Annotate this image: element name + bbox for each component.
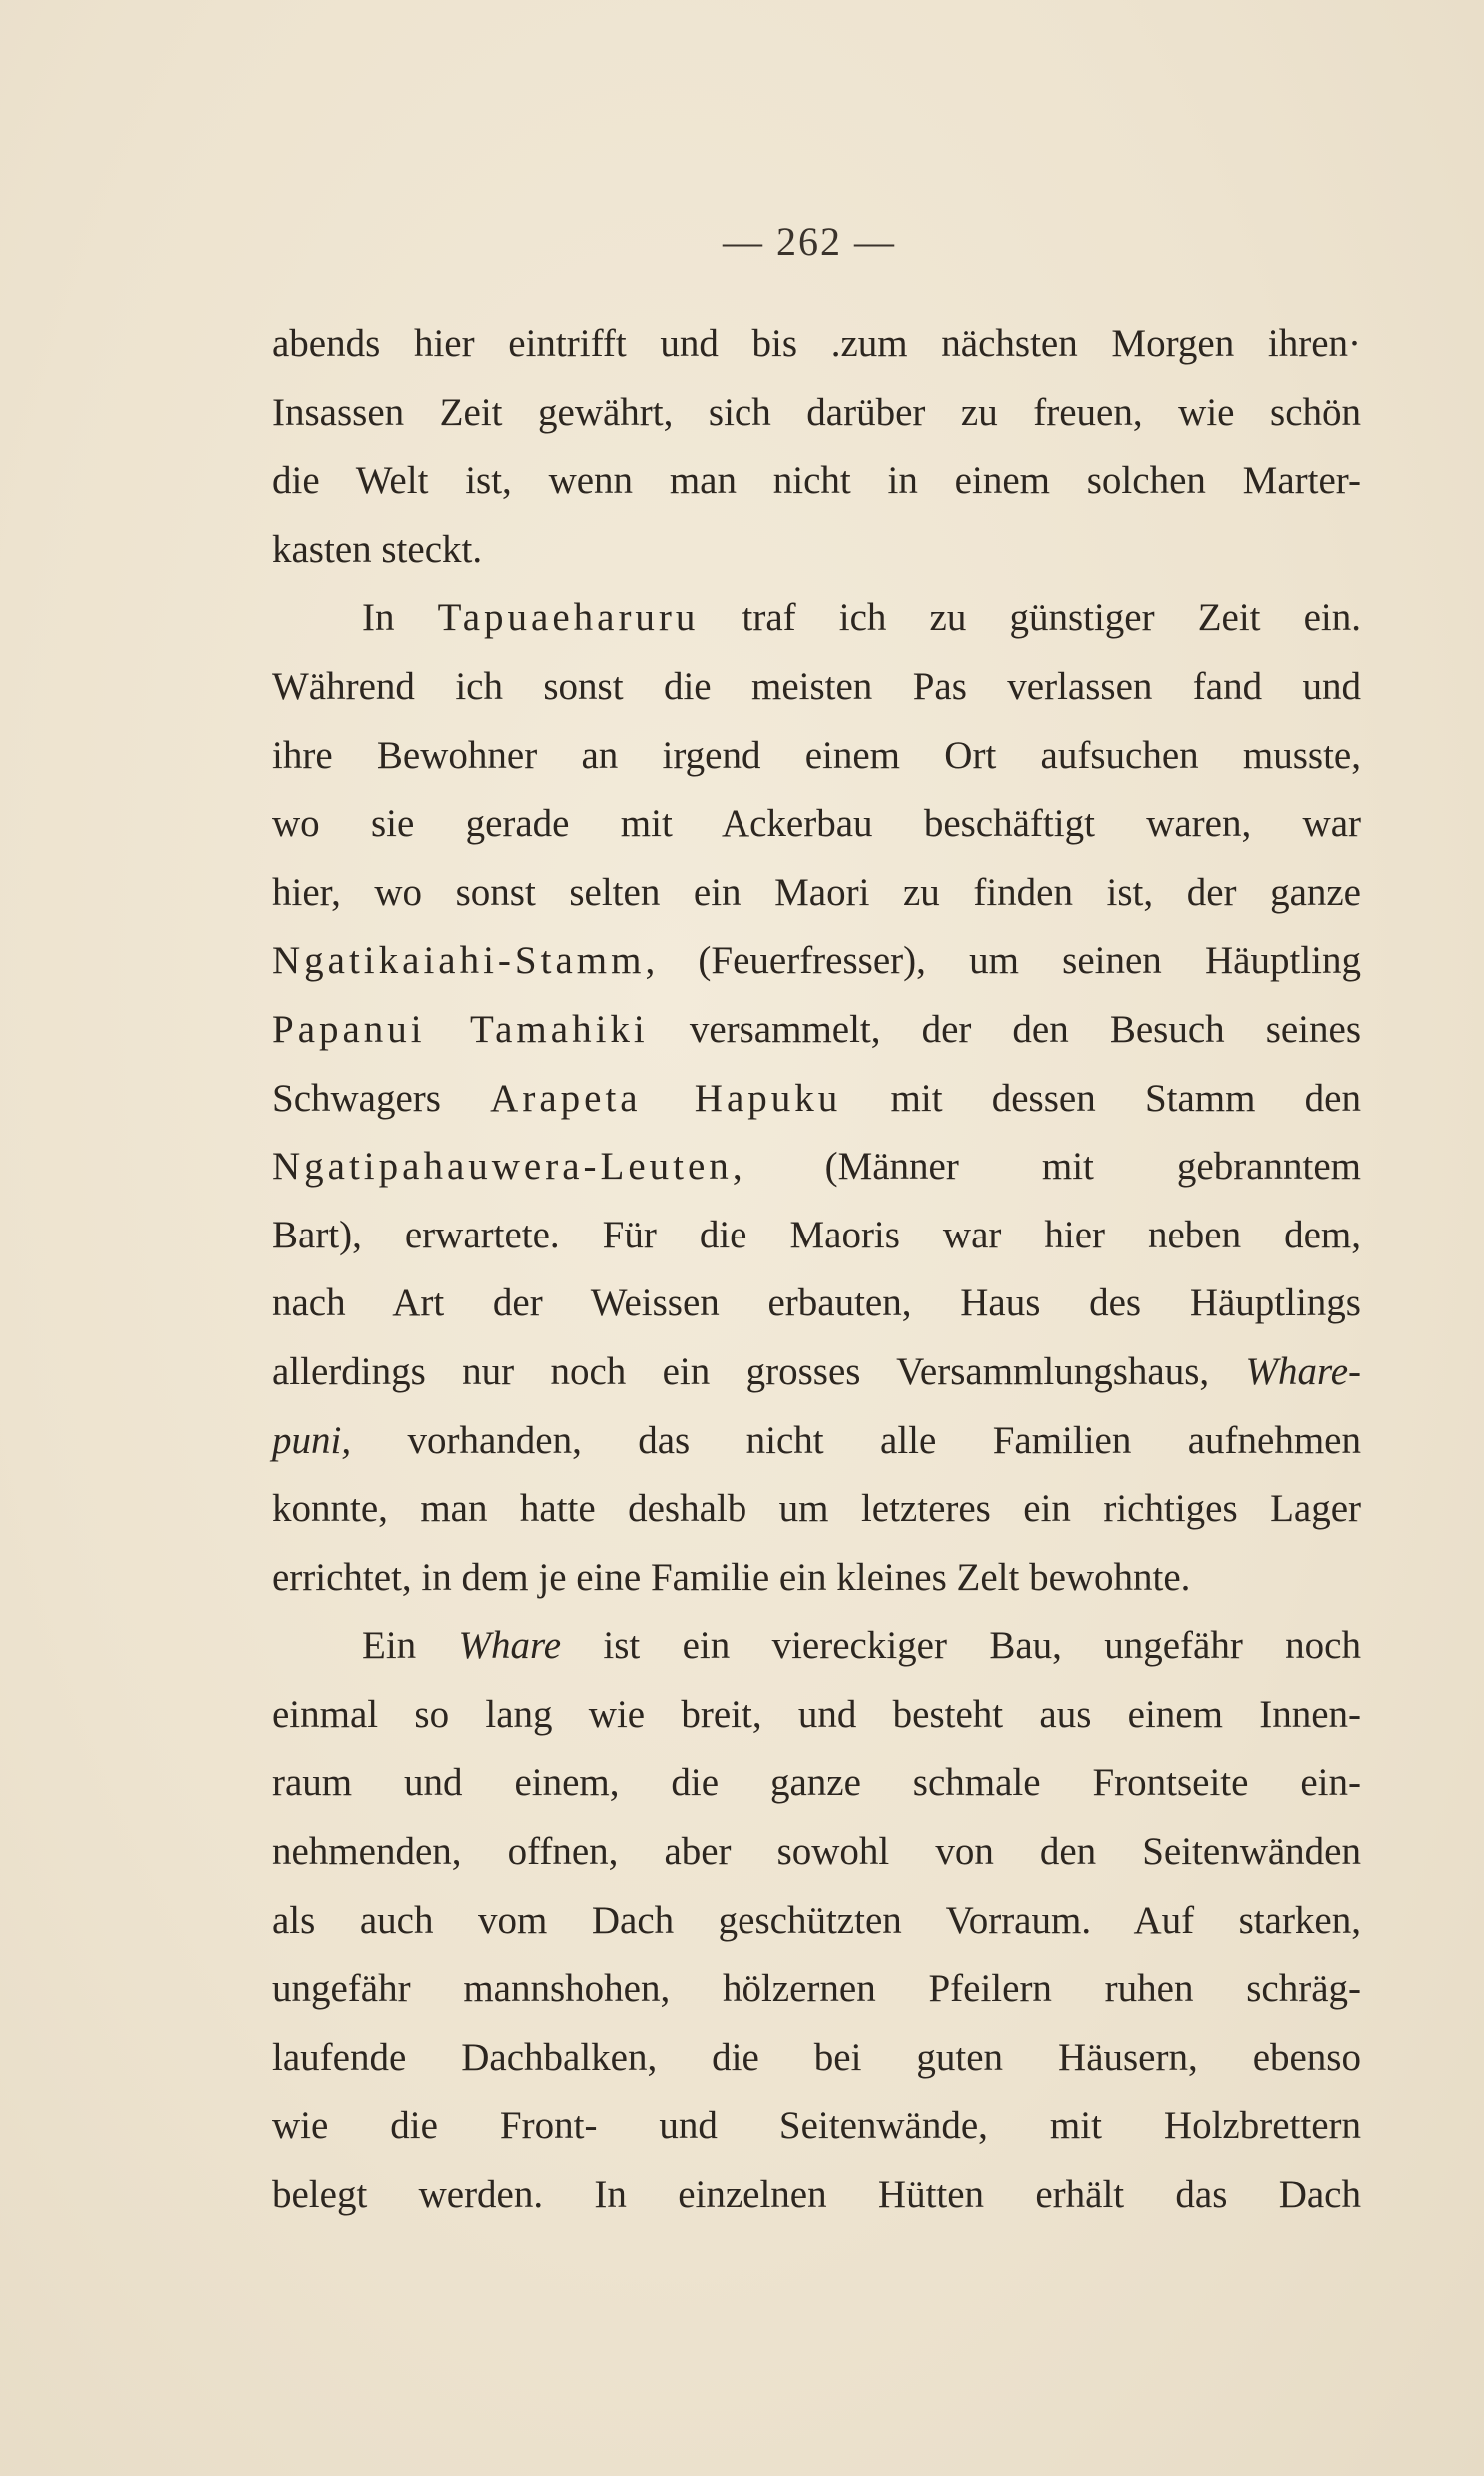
- text-span: nach Art der Weissen erbauten, Haus des Häuptlings: [272, 1281, 1361, 1325]
- text-span: errichtet, in dem je eine Familie ein kleines Zelt bewohnte.: [272, 1555, 1191, 1599]
- text-span: Während ich sonst die meisten Pas verlassen fand und: [272, 664, 1361, 708]
- text-span: Insassen Zeit gewährt, sich darüber zu freuen, wie schön: [272, 390, 1361, 434]
- maori-term: puni,: [272, 1418, 352, 1462]
- text-line: [272, 1338, 1361, 1407]
- text-span: einmal so lang wie breit, und besteht aus einem Innen-: [272, 1692, 1361, 1736]
- text-span: kasten steckt.: [272, 527, 483, 571]
- text-line: [272, 927, 1361, 996]
- text-span: laufende Dachbalken, die bei guten Häusern, ebenso: [272, 2035, 1361, 2079]
- text-span: wo sie gerade mit Ackerbau beschäftigt waren, war: [272, 802, 1361, 846]
- text-line: [272, 1202, 1361, 1270]
- text-span: Schwagers: [272, 1076, 491, 1120]
- text-line: [272, 1955, 1361, 2024]
- maori-term: Whare-: [1245, 1349, 1361, 1393]
- text-span: belegt werden. In einzelnen Hütten erhält das Dach: [272, 2173, 1361, 2217]
- tribe-name: Ngatipahauwera-Leuten: [272, 1145, 733, 1189]
- text-line: [272, 1681, 1361, 1750]
- text-line: [272, 722, 1361, 791]
- text-line: [272, 1269, 1361, 1338]
- text-line: [272, 2092, 1361, 2161]
- text-span: traf ich zu günstiger Zeit ein.: [699, 596, 1362, 640]
- text-span: versammelt, der den Besuch seines: [648, 1007, 1362, 1051]
- text-line: [272, 653, 1361, 722]
- text-span: vorhanden, das nicht alle Familien aufnehmen: [351, 1418, 1361, 1462]
- text-span: allerdings nur noch ein grosses Versammlungshaus,: [272, 1349, 1246, 1393]
- text-line: [272, 310, 1361, 379]
- text-span: ungefähr mannshohen, hölzernen Pfeilern ruhen schräg-: [272, 1967, 1361, 2011]
- text-span: nehmenden, offnen, aber sowohl von den Seitenwänden: [272, 1830, 1361, 1874]
- text-span: hier, wo sonst selten ein Maori zu finden ist, der ganze: [272, 870, 1361, 914]
- text-line: [272, 996, 1361, 1065]
- text-line: [272, 2024, 1361, 2093]
- tribe-name: Ngatikaiahi-Stamm: [272, 939, 646, 983]
- text-span: ist ein viereckiger Bau, ungefähr noch: [561, 1624, 1361, 1668]
- text-line: [272, 584, 1361, 653]
- text-span: , (Feuerfresser), um seinen Häuptling: [645, 939, 1361, 983]
- text-span: , (Männer mit gebranntem: [732, 1145, 1361, 1189]
- text-line: [272, 1475, 1361, 1544]
- text-line: [272, 1133, 1361, 1202]
- person-name: Arapeta Hapuku: [490, 1076, 842, 1120]
- text-line: [272, 1887, 1361, 1956]
- place-name: Tapuaeharuru: [437, 596, 700, 640]
- text-line: [272, 379, 1361, 448]
- text-span: konnte, man hatte deshalb um letzteres ein richtiges Lager: [272, 1487, 1361, 1531]
- body-text: [272, 310, 1361, 2230]
- text-line: [272, 1612, 1361, 1681]
- text-span: als auch vom Dach geschützten Vorraum. Auf starken,: [272, 1898, 1361, 1942]
- text-line: [272, 1749, 1361, 1818]
- text-span: In: [362, 596, 438, 640]
- text-line: [272, 2161, 1361, 2230]
- text-line: [272, 1407, 1361, 1476]
- text-line: [272, 1818, 1361, 1887]
- person-name: Papanui Tamahiki: [272, 1007, 649, 1051]
- text-span: Ein: [362, 1624, 459, 1668]
- text-span: abends hier eintrifft und bis .zum nächsten Morgen ihren·: [272, 322, 1361, 365]
- text-span: wie die Front- und Seitenwände, mit Holzbrettern: [272, 2104, 1361, 2148]
- text-span: ihre Bewohner an irgend einem Ort aufsuchen musste,: [272, 733, 1361, 777]
- text-span: mit dessen Stamm den: [841, 1076, 1361, 1120]
- text-line: [272, 447, 1361, 516]
- text-span: raum und einem, die ganze schmale Frontseite ein-: [272, 1761, 1361, 1805]
- text-line: [272, 516, 1361, 585]
- text-line: [272, 790, 1361, 859]
- text-span: Bart), erwartete. Für die Maoris war hier neben dem,: [272, 1213, 1361, 1256]
- page-number: — 262 —: [723, 219, 896, 264]
- text-line: [272, 1544, 1361, 1613]
- text-line: [272, 859, 1361, 928]
- maori-term: Whare: [458, 1624, 562, 1668]
- text-span: die Welt ist, wenn man nicht in einem solchen Marter-: [272, 459, 1361, 503]
- text-line: [272, 1065, 1361, 1134]
